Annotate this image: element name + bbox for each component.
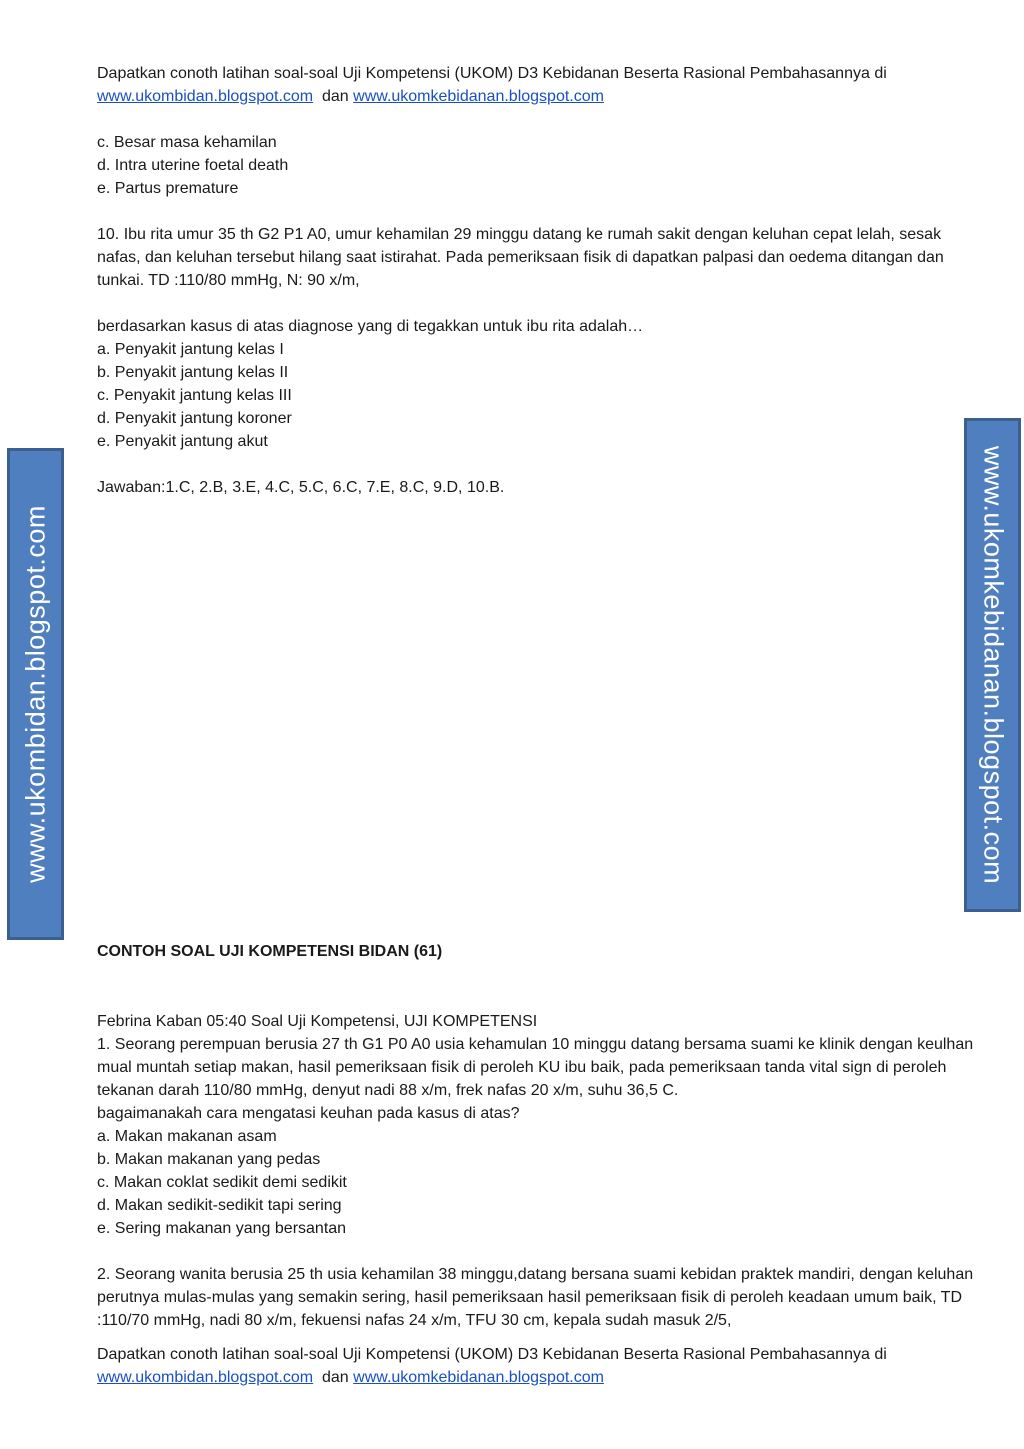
- header-link-ukomkebidanan[interactable]: www.ukomkebidanan.blogspot.com: [353, 88, 604, 105]
- list-item: d. Intra uterine foetal death: [97, 157, 289, 174]
- section-2: [97, 940, 977, 1332]
- list-item: b. Penyakit jantung kelas II: [97, 364, 289, 381]
- right-side-banner: [964, 418, 1021, 912]
- section-title: CONTOH SOAL UJI KOMPETENSI BIDAN (61): [97, 943, 443, 960]
- page-header: [97, 62, 977, 108]
- list-item: a. Makan makanan asam: [97, 1128, 277, 1145]
- header-text: Dapatkan conoth latihan soal-soal Uji Kompetensi (UKOM) D3 Kebidanan Beserta Rasional Pembahasannya di: [97, 65, 887, 82]
- list-item: b. Makan makanan yang pedas: [97, 1151, 321, 1168]
- byline: Febrina Kaban 05:40 Soal Uji Kompetensi, UJI KOMPETENSI: [97, 1013, 538, 1030]
- page-footer: [97, 1343, 977, 1389]
- list-item: d. Makan sedikit-sedikit tapi sering: [97, 1197, 342, 1214]
- list-item: e. Partus premature: [97, 180, 239, 197]
- list-item: c. Penyakit jantung kelas III: [97, 387, 292, 404]
- footer-link-ukombidan[interactable]: www.ukombidan.blogspot.com: [97, 1369, 314, 1386]
- question-10: 10. Ibu rita umur 35 th G2 P1 A0, umur kehamilan 29 minggu datang ke rumah sakit dengan keluhan cepat lelah, sesak nafas, dan keluhan tersebut hilang saat istirahat. Pada pemeriksaan fisik di dapatkan palpasi dan oedema ditangan dan tunkai. TD :110/80 mmHg, N: 90 x/m,: [97, 226, 944, 289]
- footer-link-ukomkebidanan[interactable]: www.ukomkebidanan.blogspot.com: [353, 1369, 604, 1386]
- list-item: c. Makan coklat sedikit demi sedikit: [97, 1174, 347, 1191]
- header-and: dan: [322, 88, 349, 105]
- list-item: a. Penyakit jantung kelas I: [97, 341, 284, 358]
- section-1: [97, 131, 977, 499]
- question-1: 1. Seorang perempuan berusia 27 th G1 P0 A0 usia kehamulan 10 minggu datang bersama suami ke klinik dengan keulhan mual muntah setiap makan, hasil pemeriksaan fisik di peroleh KU ibu baik, pada pemeriksaan tanda vital sign di peroleh tekanan darah 110/80 mmHg, denyut nadi 88 x/m, frek nafas 20 x/m, suhu 36,5 C.: [97, 1036, 974, 1099]
- right-banner-text: www.ukomkebidanan.blogspot.com: [978, 445, 1008, 885]
- question-10-ask: berdasarkan kasus di atas diagnose yang di tegakkan untuk ibu rita adalah…: [97, 318, 644, 335]
- list-item: d. Penyakit jantung koroner: [97, 410, 292, 427]
- list-item: e. Penyakit jantung akut: [97, 433, 268, 450]
- question-2: 2. Seorang wanita berusia 25 th usia kehamilan 38 minggu,datang bersana suami kebidan praktek mandiri, dengan keluhan perutnya mulas-mulas yang semakin sering, hasil pemeriksaan hasil pemeriksaan fisik di peroleh keadaan umum baik, TD :110/70 mmHg, nadi 80 x/m, fekuensi nafas 24 x/m, TFU 30 cm, kepala sudah masuk 2/5,: [97, 1266, 974, 1329]
- header-link-ukombidan[interactable]: www.ukombidan.blogspot.com: [97, 88, 314, 105]
- question-1-ask: bagaimanakah cara mengatasi keuhan pada kasus di atas?: [97, 1105, 520, 1122]
- left-side-banner: [7, 448, 64, 940]
- list-item: e. Sering makanan yang bersantan: [97, 1220, 347, 1237]
- left-banner-text: www.ukombidan.blogspot.com: [20, 505, 50, 883]
- answer-key: Jawaban:1.C, 2.B, 3.E, 4.C, 5.C, 6.C, 7.E, 8.C, 9.D, 10.B.: [97, 479, 505, 496]
- footer-and: dan: [322, 1369, 349, 1386]
- footer-text: Dapatkan conoth latihan soal-soal Uji Kompetensi (UKOM) D3 Kebidanan Beserta Rasional Pembahasannya di: [97, 1346, 887, 1363]
- list-item: c. Besar masa kehamilan: [97, 134, 277, 151]
